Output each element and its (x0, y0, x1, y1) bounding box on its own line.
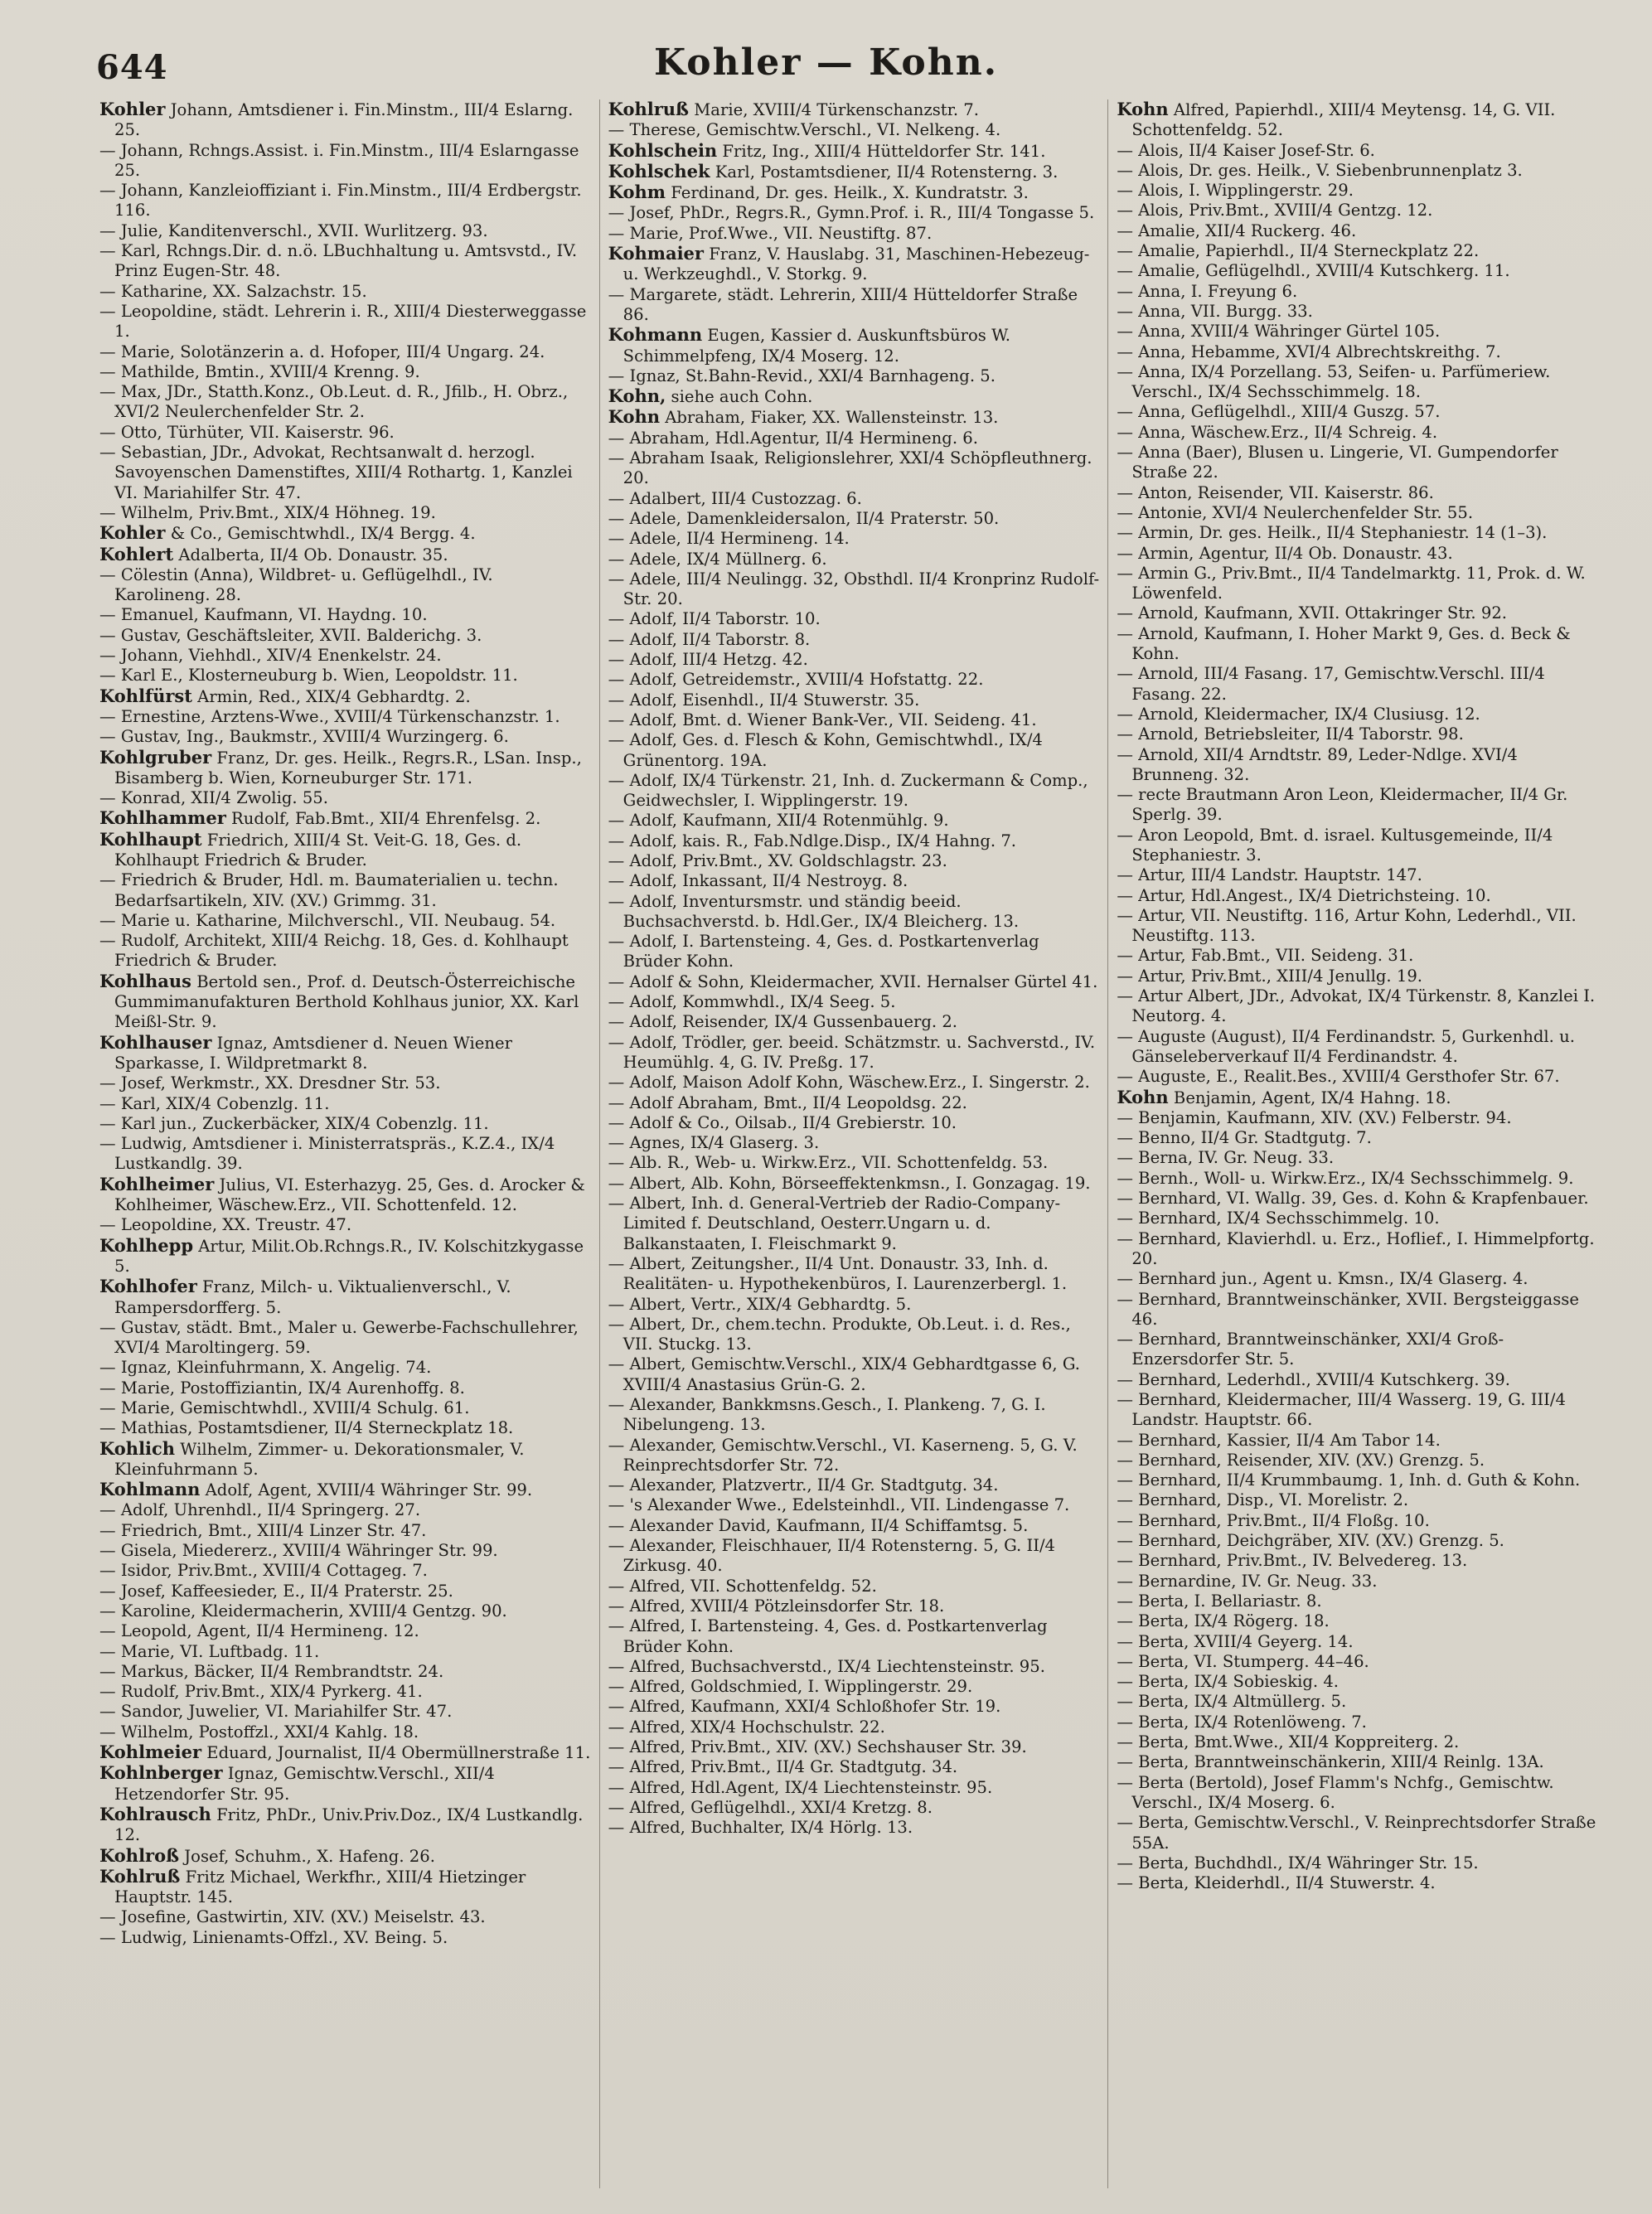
directory-entry: — Alois, Dr. ges. Heilk., V. Siebenbrunnenplatz 3. (1117, 160, 1523, 180)
directory-entry: — Sebastian, JDr., Advokat, Rechtsanwalt d. herzogl. Savoyenschen Damenstiftes, XIII/4 Rothartg. 1, Kanzlei VI. Mariahilfer Str. 47. (99, 443, 573, 502)
directory-entry: — Leopoldine, XX. Treustr. 47. (99, 1215, 352, 1235)
directory-entry: — Wilhelm, Priv.Bmt., XIX/4 Höhneg. 19. (99, 502, 436, 522)
directory-entry: — Josef, PhDr., Regrs.R., Gymn.Prof. i. R., III/4 Tongasse 5. (608, 203, 1095, 223)
directory-entry: Kohlhaus Bertold sen., Prof. d. Deutsch-Österreichische Gummimanufakturen Berthold Kohlhaus junior, XX. Karl Meißl-Str. 9. (99, 970, 579, 1032)
directory-entry: — Alfred, Hdl.Agent, IX/4 Liechtensteinstr. 95. (608, 1777, 993, 1797)
directory-entry: Kohlhaupt Friedrich, XIII/4 St. Veit-G. 18, Ges. d. Kohlhaupt Friedrich & Bruder. (99, 828, 522, 870)
directory-entry: — Alexander David, Kaufmann, II/4 Schiffamtsg. 5. (608, 1515, 1029, 1535)
directory-entry: Kohler Johann, Amtsdiener i. Fin.Minstm., III/4 Eslarng. 25. (99, 99, 574, 140)
directory-entry: — Albert, Zeitungsher., II/4 Unt. Donaustr. 33, Inh. d. Realitäten- u. Hypothekenbüros, I. Laurenzerbergl. 1. (608, 1253, 1068, 1294)
directory-entry: Kohn Alfred, Papierhdl., XIII/4 Meytensg. 14, G. VII. Schottenfeldg. 52. (1117, 99, 1556, 140)
directory-entry: — Marie, Solotänzerin a. d. Hofoper, III/4 Ungarg. 24. (99, 342, 545, 361)
directory-entry: — Bernhard, VI. Wallg. 39, Ges. d. Kohn & Krapfenbauer. (1117, 1189, 1589, 1209)
directory-entry: — Alexander, Bankkmsns.Gesch., I. Plankeng. 7, G. I. Nibelungeng. 13. (608, 1395, 1046, 1435)
directory-entry: — Alexander, Platzvertr., II/4 Gr. Stadtgutg. 34. (608, 1475, 999, 1495)
directory-entry: — Alexander, Gemischtw.Verschl., VI. Kaserneng. 5, G. V. Reinprechtsdorfer Str. 72. (608, 1435, 1078, 1475)
directory-entry: Kohlhepp Artur, Milit.Ob.Rchngs.R., IV. Kolschitzkygasse 5. (99, 1234, 584, 1276)
directory-entry: — Katharine, XX. Salzachstr. 15. (99, 281, 367, 301)
directory-entry: — Leopoldine, städt. Lehrerin i. R., XIII/4 Diesterweggasse 1. (99, 301, 587, 342)
directory-entry: — Benno, II/4 Gr. Stadtgutg. 7. (1117, 1128, 1372, 1148)
directory-entry: — Abraham Isaak, Religionslehrer, XXI/4 Schöpfleuthnerg. 20. (608, 448, 1092, 488)
directory-entry: — Berta, IX/4 Sobieskig. 4. (1117, 1672, 1340, 1692)
directory-entry: Kohlmeier Eduard, Journalist, II/4 Obermüllnerstraße 11. (99, 1742, 591, 1763)
column-left (91, 99, 599, 2188)
directory-entry: — Anna, Geflügelhdl., XIII/4 Guszg. 57. (1117, 402, 1441, 422)
directory-entry: Kohlgruber Franz, Dr. ges. Heilk., Regrs.R., LSan. Insp., Bisamberg b. Wien, Korneuburger Str. 171. (99, 746, 582, 787)
directory-entry: — Alfred, Priv.Bmt., II/4 Gr. Stadtgutg. 34. (608, 1757, 958, 1777)
directory-entry: — Bernhard, Priv.Bmt., IV. Belvedereg. 13. (1117, 1551, 1468, 1571)
directory-entry: — Arnold, III/4 Fasang. 17, Gemischtw.Verschl. III/4 Fasang. 22. (1117, 664, 1545, 704)
directory-entry: Kohlert Adalberta, II/4 Ob. Donaustr. 35. (99, 543, 448, 564)
directory-entry: — Cölestin (Anna), Wildbret- u. Geflügelhdl., IV. Karolineng. 28. (99, 564, 493, 605)
directory-entry: — Amalie, Geflügelhdl., XVIII/4 Kutschkerg. 11. (1117, 261, 1510, 281)
directory-entry: — Adolf, II/4 Taborstr. 8. (608, 629, 811, 649)
directory-entry: — Bernhard, Disp., VI. Morelistr. 2. (1117, 1490, 1409, 1510)
directory-entry: — Josef, Kaffeesieder, E., II/4 Praterstr. 25. (99, 1581, 453, 1601)
directory-entry: — Bernhard, Deichgräber, XIV. (XV.) Grenzg. 5. (1117, 1531, 1504, 1551)
directory-entry: — Johann, Rchngs.Assist. i. Fin.Minstm., III/4 Eslarngasse 25. (99, 140, 579, 180)
directory-entry: — Gustav, Ing., Baukmstr., XVIII/4 Wurzingerg. 6. (99, 727, 509, 747)
directory-entry: Kohmaier Franz, V. Hauslabg. 31, Maschinen-Hebezeug- u. Werkzeughdl., V. Storkg. 9. (608, 243, 1090, 284)
directory-entry: — Artur Albert, JDr., Advokat, IX/4 Türkenstr. 8, Kanzlei I. Neutorg. 4. (1117, 986, 1596, 1026)
directory-entry: — Anton, Reisender, VII. Kaiserstr. 86. (1117, 482, 1434, 502)
directory-entry: — Ludwig, Linienamts-Offzl., XV. Being. 5. (99, 1927, 448, 1947)
directory-entry: — Johann, Viehhdl., XIV/4 Enenkelstr. 24. (99, 646, 442, 666)
directory-entry: — Adolf, Trödler, ger. beeid. Schätzmstr. u. Sachverstd., IV. Heumühlg. 4, G. IV. Preßg. 17. (608, 1032, 1096, 1072)
directory-entry: — Sandor, Juwelier, VI. Mariahilfer Str. 47. (99, 1702, 453, 1722)
directory-entry: — Alfred, Buchsachverstd., IX/4 Liechtensteinstr. 95. (608, 1656, 1045, 1676)
directory-entry: — Bernh., Woll- u. Wirkw.Erz., IX/4 Sechsschimmelg. 9. (1117, 1168, 1574, 1188)
directory-entry: — Alfred, Priv.Bmt., XIV. (XV.) Sechshauser Str. 39. (608, 1737, 1027, 1757)
directory-entry: — Aron Leopold, Bmt. d. israel. Kultusgemeinde, II/4 Stephaniestr. 3. (1117, 825, 1553, 865)
directory-entry: — Anna (Baer), Blusen u. Lingerie, VI. Gumpendorfer Straße 22. (1117, 443, 1558, 482)
directory-entry: — Marie, Gemischtwhdl., XVIII/4 Schulg. 61. (99, 1398, 470, 1417)
directory-entry: — Adele, IX/4 Müllnerg. 6. (608, 549, 827, 569)
directory-entry: — Albert, Alb. Kohn, Börseeffektenkmsn., I. Gonzagag. 19. (608, 1173, 1091, 1193)
directory-entry: — Bernhard jun., Agent u. Kmsn., IX/4 Glaserg. 4. (1117, 1269, 1528, 1289)
directory-entry: — Adolf, Uhrenhdl., II/4 Springerg. 27. (99, 1500, 421, 1520)
directory-entry: — Max, JDr., Statth.Konz., Ob.Leut. d. R., Jfilb., H. Obrz., XVI/2 Neulerchenfelder Str. 2. (99, 382, 569, 422)
directory-entry: — Bernhard, Reisender, XIV. (XV.) Grenzg. 5. (1117, 1450, 1485, 1470)
directory-entry: — Marie, Postoffiziantin, IX/4 Aurenhoffg. 8. (99, 1378, 465, 1398)
directory-entry: — Adolf, kais. R., Fab.Ndlge.Disp., IX/4 Hahng. 7. (608, 831, 1017, 850)
directory-entry: Kohlhauser Ignaz, Amtsdiener d. Neuen Wiener Sparkasse, I. Wildpretmarkt 8. (99, 1031, 512, 1073)
directory-entry: — Leopold, Agent, II/4 Hermineng. 12. (99, 1621, 419, 1641)
directory-entry: Kohn, siehe auch Cohn. (608, 385, 813, 407)
directory-entry: — Bernhard, Lederhdl., XVIII/4 Kutschkerg. 39. (1117, 1369, 1510, 1389)
directory-entry: — Alb. R., Web- u. Wirkw.Erz., VII. Schottenfeldg. 53. (608, 1153, 1049, 1173)
directory-entry: — Bernhard, Kleidermacher, III/4 Wasserg. 19, G. III/4 Landstr. Hauptstr. 66. (1117, 1390, 1566, 1430)
directory-entry: — Arnold, Kaufmann, XVII. Ottakringer Str. 92. (1117, 603, 1508, 623)
directory-entry: — Berta, Buchdhdl., IX/4 Währinger Str. 15. (1117, 1853, 1479, 1872)
directory-entry: — Berta, IX/4 Rotenlöweng. 7. (1117, 1712, 1367, 1732)
column-middle (599, 99, 1108, 2188)
directory-entry: Kohlruß Fritz Michael, Werkfhr., XIII/4 Hietzinger Hauptstr. 145. (99, 1865, 526, 1907)
directory-entry: — Isidor, Priv.Bmt., XVIII/4 Cottageg. 7. (99, 1561, 428, 1581)
directory-entry: — Emanuel, Kaufmann, VI. Haydng. 10. (99, 605, 428, 625)
directory-entry: Kohmann Eugen, Kassier d. Auskunftsbüros W. Schimmelpfeng, IX/4 Moserg. 12. (608, 324, 1011, 366)
directory-entry: — Artur, Hdl.Angest., IX/4 Dietrichsteing. 10. (1117, 885, 1491, 905)
directory-entry: — Adolf, Kaufmann, XII/4 Rotenmühlg. 9. (608, 811, 949, 831)
directory-entry: — Adolf, Priv.Bmt., XV. Goldschlagstr. 23. (608, 850, 947, 870)
directory-entry: — Ignaz, Kleinfuhrmann, X. Angelig. 74. (99, 1358, 432, 1378)
directory-entry: Kohlschek Karl, Postamtsdiener, II/4 Rotensterng. 3. (608, 160, 1059, 182)
directory-entry: — Adolf, Inkassant, II/4 Nestroyg. 8. (608, 871, 908, 891)
directory-entry: — Ludwig, Amtsdiener i. Ministerratspräs., K.Z.4., IX/4 Lustkandlg. 39. (99, 1134, 555, 1174)
directory-entry: — Ignaz, St.Bahn-Revid., XXI/4 Barnhageng. 5. (608, 366, 996, 385)
directory-entry: — Bernhard, Kassier, II/4 Am Tabor 14. (1117, 1430, 1441, 1450)
directory-entry: — Artur, Fab.Bmt., VII. Seideng. 31. (1117, 946, 1414, 966)
directory-entry: — Bernhard, II/4 Krummbaumg. 1, Inh. d. Guth & Kohn. (1117, 1470, 1581, 1490)
directory-entry: — Artur, III/4 Landstr. Hauptstr. 147. (1117, 865, 1422, 885)
directory-entry: — Bernhard, Branntweinschänker, XVII. Bergsteiggasse 46. (1117, 1289, 1579, 1329)
column-right (1107, 99, 1616, 2188)
directory-entry: — Friedrich & Bruder, Hdl. m. Baumaterialien u. techn. Bedarfsartikeln, XIV. (XV.) Grimmg. 31. (99, 870, 559, 910)
directory-entry: — Berta, Kleiderhdl., II/4 Stuwerstr. 4. (1117, 1873, 1436, 1893)
directory-entry: — Amalie, Papierhdl., II/4 Sterneckplatz 22. (1117, 241, 1480, 261)
directory-entry: — Adolf, Reisender, IX/4 Gussenbauerg. 2. (608, 1012, 958, 1032)
directory-entry: — Armin G., Priv.Bmt., II/4 Tandelmarktg. 11, Prok. d. W. Löwenfeld. (1117, 563, 1586, 603)
directory-entry: — Adolf, Bmt. d. Wiener Bank-Ver., VII. Seideng. 41. (608, 710, 1037, 729)
directory-entry: — Alexander, Fleischhauer, II/4 Rotensterng. 5, G. II/4 Zirkusg. 40. (608, 1536, 1056, 1576)
directory-entry: — Konrad, XII/4 Zwolig. 55. (99, 788, 328, 808)
directory-entry: — 's Alexander Wwe., Edelsteinhdl., VII. Lindengasse 7. (608, 1495, 1070, 1515)
directory-entry: — Arnold, XII/4 Arndtstr. 89, Leder-Ndlge. XVI/4 Brunneng. 32. (1117, 744, 1518, 784)
directory-entry: Kohlfürst Armin, Red., XIX/4 Gebhardtg. 2. (99, 685, 471, 706)
directory-entry: — Karl, XIX/4 Cobenzlg. 11. (99, 1093, 330, 1113)
directory-entry: — Adele, II/4 Hermineng. 14. (608, 529, 850, 549)
directory-entry: — Adolf, II/4 Taborstr. 10. (608, 609, 821, 629)
directory-entry: — Agnes, IX/4 Glaserg. 3. (608, 1133, 820, 1153)
directory-entry: — Armin, Dr. ges. Heilk., II/4 Stephaniestr. 14 (1–3). (1117, 523, 1548, 543)
directory-entry: — Adalbert, III/4 Custozzag. 6. (608, 488, 862, 508)
directory-entry: — recte Brautmann Aron Leon, Kleidermacher, II/4 Gr. Sperlg. 39. (1117, 785, 1568, 825)
directory-entry: — Anna, IX/4 Porzellang. 53, Seifen- u. Parfümeriew. Verschl., IX/4 Sechsschimmelg. 18. (1117, 361, 1551, 402)
directory-entry: — Anna, I. Freyung 6. (1117, 281, 1298, 301)
directory-entry: — Albert, Inh. d. General-Vertrieb der Radio-Company-Limited f. Deutschland, Oesterr.Ungarn u. d. Balkanstaaten, I. Fleischmarkt 9. (608, 1194, 1061, 1253)
directory-entry: Kohlnberger Ignaz, Gemischtw.Verschl., XII/4 Hetzendorfer Str. 95. (99, 1762, 495, 1804)
directory-entry: — Mathias, Postamtsdiener, II/4 Sterneckplatz 18. (99, 1418, 514, 1438)
directory-entry: — Karl E., Klosterneuburg b. Wien, Leopoldstr. 11. (99, 666, 518, 686)
directory-entry: — Karl jun., Zuckerbäcker, XIX/4 Cobenzlg. 11. (99, 1113, 489, 1133)
directory-entry: — Bernhard, Klavierhdl. u. Erz., Hoflief., I. Himmelpfortg. 20. (1117, 1228, 1595, 1268)
directory-entry: — Adele, Damenkleidersalon, II/4 Praterstr. 50. (608, 508, 1000, 528)
directory-entry: — Karoline, Kleidermacherin, XVIII/4 Gentzg. 90. (99, 1601, 507, 1621)
directory-entry: — Bernhard, Branntweinschänker, XXI/4 Groß-Enzersdorfer Str. 5. (1117, 1330, 1504, 1369)
directory-entry: — Friedrich, Bmt., XIII/4 Linzer Str. 47. (99, 1520, 427, 1540)
directory-entry: — Julie, Kanditenverschl., XVII. Wurlitzerg. 93. (99, 220, 488, 240)
directory-entry: — Marie, Prof.Wwe., VII. Neustiftg. 87. (608, 223, 933, 243)
directory-entry: — Alfred, XVIII/4 Pötzleinsdorfer Str. 18. (608, 1596, 945, 1616)
directory-entry: — Therese, Gemischtw.Verschl., VI. Nelkeng. 4. (608, 120, 1001, 140)
directory-entry: — Armin, Agentur, II/4 Ob. Donaustr. 43. (1117, 543, 1453, 563)
directory-entry: — Auguste, E., Realit.Bes., XVIII/4 Gersthofer Str. 67. (1117, 1067, 1560, 1087)
page-number: 644 (96, 48, 168, 87)
directory-entry: — Alfred, Buchhalter, IX/4 Hörlg. 13. (608, 1818, 913, 1838)
directory-entry: — Alfred, I. Bartensteing. 4, Ges. d. Postkartenverlag Brüder Kohn. (608, 1616, 1048, 1656)
directory-entry: — Alois, II/4 Kaiser Josef-Str. 6. (1117, 140, 1375, 160)
directory-entry: Kohn Benjamin, Agent, IX/4 Hahng. 18. (1117, 1086, 1451, 1107)
directory-entry: — Bernardine, IV. Gr. Neug. 33. (1117, 1571, 1378, 1591)
directory-entry: — Berta, XVIII/4 Geyerg. 14. (1117, 1631, 1354, 1651)
directory-entry: — Albert, Gemischtw.Verschl., XIX/4 Gebhardtgasse 6, G. XVIII/4 Anastasius Grün-G. 2. (608, 1354, 1081, 1394)
directory-entry: Kohlich Wilhelm, Zimmer- u. Dekorationsmaler, V. Kleinfuhrmann 5. (99, 1437, 525, 1479)
directory-entry: — Adele, III/4 Neulingg. 32, Obsthdl. II/4 Kronprinz Rudolf-Str. 20. (608, 569, 1100, 609)
directory-entry: — Alois, I. Wipplingerstr. 29. (1117, 181, 1354, 201)
directory-entry: — Adolf & Co., Oilsab., II/4 Grebierstr. 10. (608, 1112, 957, 1132)
directory-entry: — Alfred, Kaufmann, XXI/4 Schloßhofer Str. 19. (608, 1697, 1001, 1717)
directory-entry: — Adolf, Maison Adolf Kohn, Wäschew.Erz., I. Singerstr. 2. (608, 1073, 1090, 1092)
directory-entry: — Auguste (August), II/4 Ferdinandstr. 5, Gurkenhdl. u. Gänseleberverkauf II/4 Ferdinandstr. 4. (1117, 1026, 1575, 1066)
directory-entry: — Markus, Bäcker, II/4 Rembrandtstr. 24. (99, 1661, 444, 1681)
directory-entry: — Rudolf, Priv.Bmt., XIX/4 Pyrkerg. 41. (99, 1682, 423, 1702)
directory-entry: — Berta, VI. Stumperg. 44–46. (1117, 1651, 1369, 1671)
directory-entry: — Gisela, Miedererz., XVIII/4 Währinger Str. 99. (99, 1541, 498, 1561)
directory-entry: — Gustav, Geschäftsleiter, XVII. Balderichg. 3. (99, 625, 482, 645)
directory-entry: Kohlrausch Fritz, PhDr., Univ.Priv.Doz., IX/4 Lustkandlg. 12. (99, 1803, 584, 1845)
directory-entry: — Berta, IX/4 Rögerg. 18. (1117, 1611, 1330, 1631)
directory-entry: — Josef, Werkmstr., XX. Dresdner Str. 53. (99, 1073, 441, 1093)
directory-entry: — Arnold, Kleidermacher, IX/4 Clusiusg. 12. (1117, 704, 1480, 724)
directory-entry: Kohlruß Marie, XVIII/4 Türkenschanzstr. 7. (608, 99, 979, 119)
directory-entry: — Anna, Hebamme, XVI/4 Albrechtskreithg. 7. (1117, 342, 1501, 361)
directory-entry: — Anna, Wäschew.Erz., II/4 Schreig. 4. (1117, 422, 1438, 442)
directory-entry: — Bernhard, IX/4 Sechsschimmelg. 10. (1117, 1209, 1440, 1228)
directory-entry: — Adolf, Eisenhdl., II/4 Stuwerstr. 35. (608, 690, 920, 710)
directory-entry: — Alfred, VII. Schottenfeldg. 52. (608, 1576, 877, 1596)
directory-entry: Kohlheimer Julius, VI. Esterhazyg. 25, Ges. d. Arocker & Kohlheimer, Wäschew.Erz., VII. Schottenfeld. 12. (99, 1173, 585, 1215)
directory-entry: — Arnold, Betriebsleiter, II/4 Taborstr. 98. (1117, 724, 1464, 744)
directory-entry: — Albert, Dr., chem.techn. Produkte, Ob.Leut. i. d. Res., VII. Stuckg. 13. (608, 1314, 1071, 1354)
directory-entry: Kohm Ferdinand, Dr. ges. Heilk., X. Kundratstr. 3. (608, 182, 1029, 203)
directory-entry: — Berta (Bertold), Josef Flamm's Nchfg., Gemischtw. Verschl., IX/4 Moserg. 6. (1117, 1772, 1554, 1812)
directory-entry: — Berta, Gemischtw.Verschl., V. Reinprechtsdorfer Straße 55A. (1117, 1813, 1596, 1853)
directory-entry: — Berta, Bmt.Wwe., XII/4 Koppreiterg. 2. (1117, 1732, 1460, 1752)
directory-entry: Kohn Abraham, Fiaker, XX. Wallensteinstr. 13. (608, 406, 999, 428)
directory-entry: — Gustav, städt. Bmt., Maler u. Gewerbe-Fachschullehrer, XVI/4 Maroltingerg. 59. (99, 1317, 579, 1358)
directory-entry: — Adolf, IX/4 Türkenstr. 21, Inh. d. Zuckermann & Comp., Geidwechsler, I. Wipplingerstr. 19. (608, 770, 1088, 811)
directory-entry: — Adolf, I. Bartensteing. 4, Ges. d. Postkartenverlag Brüder Kohn. (608, 932, 1039, 971)
directory-entry: — Adolf, Kommwhdl., IX/4 Seeg. 5. (608, 992, 896, 1012)
directory-entry: Kohlroß Josef, Schuhm., X. Hafeng. 26. (99, 1844, 435, 1866)
directory-entry: — Marie u. Katharine, Milchverschl., VII. Neubaug. 54. (99, 910, 556, 930)
directory-entry: — Adolf, III/4 Hetzg. 42. (608, 650, 808, 670)
directory-entry: — Berta, I. Bellariastr. 8. (1117, 1591, 1322, 1611)
directory-entry: — Adolf Abraham, Bmt., II/4 Leopoldsg. 22. (608, 1092, 967, 1112)
entry-columns (91, 99, 1616, 2188)
directory-entry: — Artur, Priv.Bmt., XIII/4 Jenullg. 19. (1117, 966, 1423, 986)
directory-entry: — Berta, Branntweinschänkerin, XIII/4 Reinlg. 13A. (1117, 1752, 1544, 1772)
directory-entry: — Antonie, XVI/4 Neulerchenfelder Str. 55. (1117, 502, 1474, 522)
directory-entry: — Alfred, Geflügelhdl., XXI/4 Kretzg. 8. (608, 1797, 933, 1817)
directory-entry: — Abraham, Hdl.Agentur, II/4 Hermineng. 6. (608, 428, 978, 448)
directory-entry: — Mathilde, Bmtin., XVIII/4 Krenng. 9. (99, 361, 420, 381)
directory-entry: — Ernestine, Arztens-Wwe., XVIII/4 Türkenschanzstr. 1. (99, 706, 560, 726)
directory-entry: — Amalie, XII/4 Ruckerg. 46. (1117, 220, 1357, 240)
directory-entry: — Albert, Vertr., XIX/4 Gebhardtg. 5. (608, 1294, 912, 1314)
directory-entry: — Karl, Rchngs.Dir. d. n.ö. LBuchhaltung u. Amtsvstd., IV. Prinz Eugen-Str. 48. (99, 241, 578, 281)
directory-entry: — Adolf, Ges. d. Flesch & Kohn, Gemischtwhdl., IX/4 Grünentorg. 19A. (608, 730, 1043, 770)
directory-entry: — Adolf, Getreidemstr., XVIII/4 Hofstattg. 22. (608, 670, 984, 690)
directory-entry: — Rudolf, Architekt, XIII/4 Reichg. 18, Ges. d. Kohlhaupt Friedrich & Bruder. (99, 931, 569, 971)
directory-entry: — Berta, IX/4 Altmüllerg. 5. (1117, 1692, 1347, 1712)
directory-entry: — Berna, IV. Gr. Neug. 33. (1117, 1148, 1335, 1168)
directory-entry: — Alois, Priv.Bmt., XVIII/4 Gentzg. 12. (1117, 201, 1433, 220)
directory-entry: — Adolf & Sohn, Kleidermacher, XVII. Hernalser Gürtel 41. (608, 971, 1098, 991)
directory-entry: — Johann, Kanzleioffiziant i. Fin.Minstm., III/4 Erdbergstr. 116. (99, 181, 582, 220)
directory-entry: — Anna, XVIII/4 Währinger Gürtel 105. (1117, 322, 1441, 342)
directory-entry: — Margarete, städt. Lehrerin, XIII/4 Hütteldorfer Straße 86. (608, 284, 1078, 324)
directory-entry: Kohlhammer Rudolf, Fab.Bmt., XII/4 Ehrenfelsg. 2. (99, 807, 541, 829)
directory-entry: Kohlschein Fritz, Ing., XIII/4 Hütteldorfer Str. 141. (608, 139, 1046, 161)
directory-entry: — Bernhard, Priv.Bmt., II/4 Floßg. 10. (1117, 1510, 1430, 1530)
directory-entry: — Alfred, XIX/4 Hochschulstr. 22. (608, 1717, 885, 1737)
directory-entry: — Adolf, Inventursmstr. und ständig beeid. Buchsachverstd. b. Hdl.Ger., IX/4 Bleicherg. 13. (608, 891, 1020, 931)
directory-entry: — Alfred, Goldschmied, I. Wipplingerstr. 29. (608, 1677, 973, 1697)
directory-entry: Kohler & Co., Gemischtwhdl., IX/4 Bergg. 4. (99, 522, 476, 544)
directory-entry: Kohlmann Adolf, Agent, XVIII/4 Währinger Str. 99. (99, 1479, 533, 1500)
directory-entry: Kohlhofer Franz, Milch- u. Viktualienverschl., V. Rampersdorfferg. 5. (99, 1276, 511, 1317)
directory-entry: — Marie, VI. Luftbadg. 11. (99, 1641, 320, 1661)
directory-entry: — Wilhelm, Postoffzl., XXI/4 Kahlg. 18. (99, 1722, 419, 1742)
directory-entry: — Josefine, Gastwirtin, XIV. (XV.) Meiselstr. 43. (99, 1907, 486, 1927)
directory-entry: — Artur, VII. Neustiftg. 116, Artur Kohn, Lederhdl., VII. Neustiftg. 113. (1117, 905, 1577, 946)
directory-entry: — Benjamin, Kaufmann, XIV. (XV.) Felberstr. 94. (1117, 1107, 1512, 1127)
directory-entry: — Otto, Türhüter, VII. Kaiserstr. 96. (99, 422, 395, 442)
directory-entry: — Arnold, Kaufmann, I. Hoher Markt 9, Ges. d. Beck & Kohn. (1117, 623, 1571, 664)
directory-entry: — Anna, VII. Burgg. 33. (1117, 301, 1313, 321)
running-head: Kohler — Kohn. (653, 41, 999, 84)
